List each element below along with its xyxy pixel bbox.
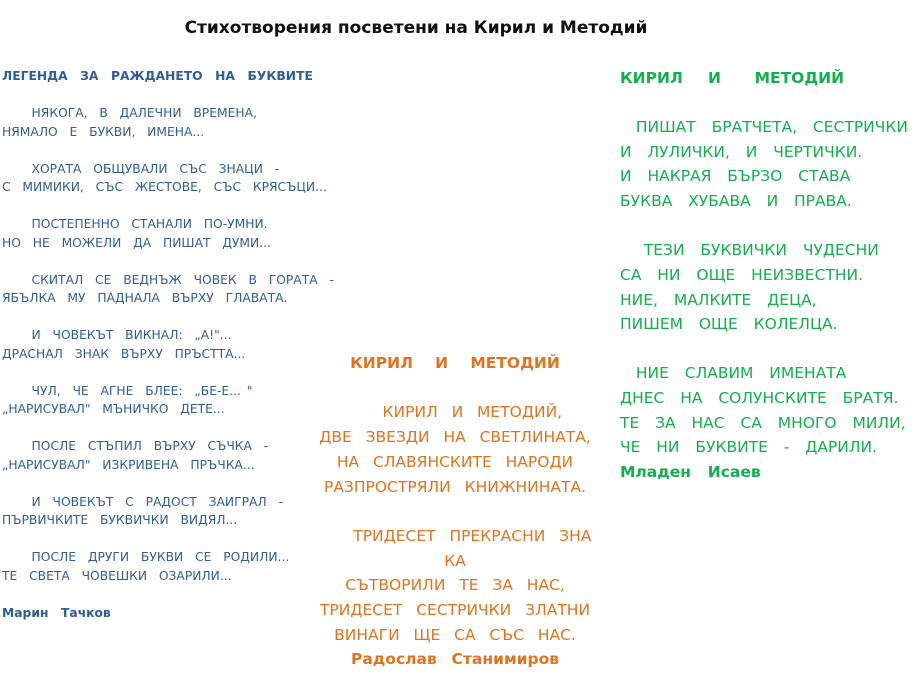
poem-heading: КИРИЛ И МЕТОДИЙ bbox=[620, 69, 845, 87]
poem-line: И НАКРАЯ БЪРЗО СТАВА bbox=[620, 167, 851, 186]
poem-line: НЯКОГА, В ДАЛЕЧНИ ВРЕМЕНА, bbox=[2, 106, 257, 120]
poem-heading: ЛЕГЕНДА ЗА РАЖДАНЕТО НА БУКВИТЕ bbox=[2, 69, 313, 83]
poem-line: И ЛУЛИЧКИ, И ЧЕРТИЧКИ. bbox=[620, 142, 863, 161]
poem-line: ПОСЛЕ ДРУГИ БУКВИ СЕ РОДИЛИ... bbox=[2, 550, 290, 564]
poem-line: ТРИДЕСЕТ СЕСТРИЧКИ ЗЛАТНИ bbox=[319, 601, 591, 619]
poem-line: И ЧОВЕКЪТ ВИКНАЛ: „А!"... bbox=[2, 328, 232, 342]
stanza-gap bbox=[2, 86, 334, 105]
poem-line: ЧУЛ, ЧЕ АГНЕ БЛЕЕ: „БЕ-Е... " bbox=[2, 383, 253, 398]
stanza-gap bbox=[620, 214, 908, 239]
poem-line: ТЕ ЗА НАС СА МНОГО МИЛИ, bbox=[620, 413, 906, 432]
poem-author: Радослав Станимиров bbox=[350, 650, 560, 669]
stanza-gap bbox=[300, 376, 610, 401]
poem-line: ТЕ СВЕТА ЧОВЕШКИ ОЗАРИЛИ... bbox=[2, 568, 232, 583]
stanza-gap bbox=[2, 474, 334, 493]
stanza-gap bbox=[620, 91, 908, 116]
stanza-gap bbox=[2, 197, 334, 216]
stanza-gap bbox=[2, 252, 334, 271]
poem-line: БУКВА ХУБАВА И ПРАВА. bbox=[620, 192, 852, 211]
poem-line: ХОРАТА ОБЩУВАЛИ СЪС ЗНАЦИ - bbox=[2, 161, 280, 176]
poem-line: СКИТАЛ СЕ ВЕДНЪЖ ЧОВЕК В ГОРАТА - bbox=[2, 272, 334, 287]
poem-line: ПОСЛЕ СТЪПИЛ ВЪРХУ СЪЧКА - bbox=[2, 439, 269, 453]
poem-line: СЪТВОРИЛИ ТЕ ЗА НАС, bbox=[345, 576, 565, 595]
poem-line: ПОСТЕПЕННО СТАНАЛИ ПО-УМНИ. bbox=[2, 217, 268, 231]
stanza-gap bbox=[2, 141, 334, 160]
stanza-gap bbox=[620, 337, 908, 362]
stanza-gap bbox=[2, 363, 334, 382]
stanza-gap bbox=[2, 585, 334, 604]
poem-line: НИЕ СЛАВИМ ИМЕНАТА bbox=[620, 364, 847, 383]
poem-heading: КИРИЛ И МЕТОДИЙ bbox=[350, 354, 560, 372]
poem-line: ПИШАТ БРАТЧЕТА, СЕСТРИЧКИ bbox=[620, 118, 909, 137]
poem-line: ЯБЪЛКА МУ ПАДНАЛА ВЪРХУ ГЛАВАТА. bbox=[2, 291, 288, 305]
stanza-gap bbox=[2, 308, 334, 327]
stanza-gap bbox=[2, 419, 334, 438]
poem-line: ДРАСНАЛ ЗНАК ВЪРХУ ПРЪСТТА... bbox=[2, 346, 246, 361]
stanza-gap bbox=[300, 499, 610, 524]
poem-line: ТРИДЕСЕТ ПРЕКРАСНИ ЗНА bbox=[318, 526, 592, 545]
poem-line: СА НИ ОЩЕ НЕИЗВЕСТНИ. bbox=[620, 265, 864, 284]
poem-legend bbox=[2, 67, 334, 622]
poem-line: НЯМАЛО Е БУКВИ, ИМЕНА... bbox=[2, 124, 205, 139]
poem-line: ПЪРВИЧКИТЕ БУКВИЧКИ ВИДЯЛ... bbox=[2, 513, 238, 527]
poem-line: ДВЕ ЗВЕЗДИ НА СВЕТЛИНАТА, bbox=[319, 428, 591, 447]
poem-line: С МИМИКИ, СЪС ЖЕСТОВЕ, СЪС КРЯСЪЦИ... bbox=[2, 180, 327, 194]
poem-kiril-metodiy-stanimirov bbox=[300, 351, 610, 672]
poem-line: ТЕЗИ БУКВИЧКИ ЧУДЕСНИ bbox=[620, 241, 879, 260]
poem-line: РАЗПРОСТРЯЛИ КНИЖНИНАТА. bbox=[323, 477, 587, 496]
poem-line: ВИНАГИ ЩЕ СА СЪС НАС. bbox=[334, 625, 576, 644]
poem-line: „НАРИСУВАЛ" ИЗКРИВЕНА ПРЪЧКА... bbox=[2, 457, 255, 472]
poem-line: КИРИЛ И МЕТОДИЙ, bbox=[347, 403, 563, 422]
poem-line: И ЧОВЕКЪТ С РАДОСТ ЗАИГРАЛ - bbox=[2, 494, 283, 509]
poem-author: Марин Тачков bbox=[2, 605, 111, 620]
poem-line: ДНЕС НА СОЛУНСКИТЕ БРАТЯ. bbox=[620, 389, 899, 407]
poem-line: „НАРИСУВАЛ" МЪНИЧКО ДЕТЕ... bbox=[2, 402, 225, 416]
page-title: Стихотворения посветени на Кирил и Методий bbox=[184, 18, 648, 38]
poem-line: НО НЕ МОЖЕЛИ ДА ПИШАТ ДУМИ... bbox=[2, 235, 271, 250]
stanza-gap bbox=[2, 530, 334, 549]
poem-kiril-metodiy-isaev bbox=[620, 66, 908, 484]
poem-line: НИЕ, МАЛКИТЕ ДЕЦА, bbox=[620, 290, 817, 309]
poem-line: ЧЕ НИ БУКВИТЕ - ДАРИЛИ. bbox=[620, 438, 878, 457]
poem-line: НА СЛАВЯНСКИТЕ НАРОДИ bbox=[336, 452, 574, 471]
poem-line: ПИШЕМ ОЩЕ КОЛЕЛЦА. bbox=[620, 315, 838, 334]
poem-line: КА bbox=[444, 551, 466, 570]
poem-author: Младен Исаев bbox=[620, 462, 761, 481]
